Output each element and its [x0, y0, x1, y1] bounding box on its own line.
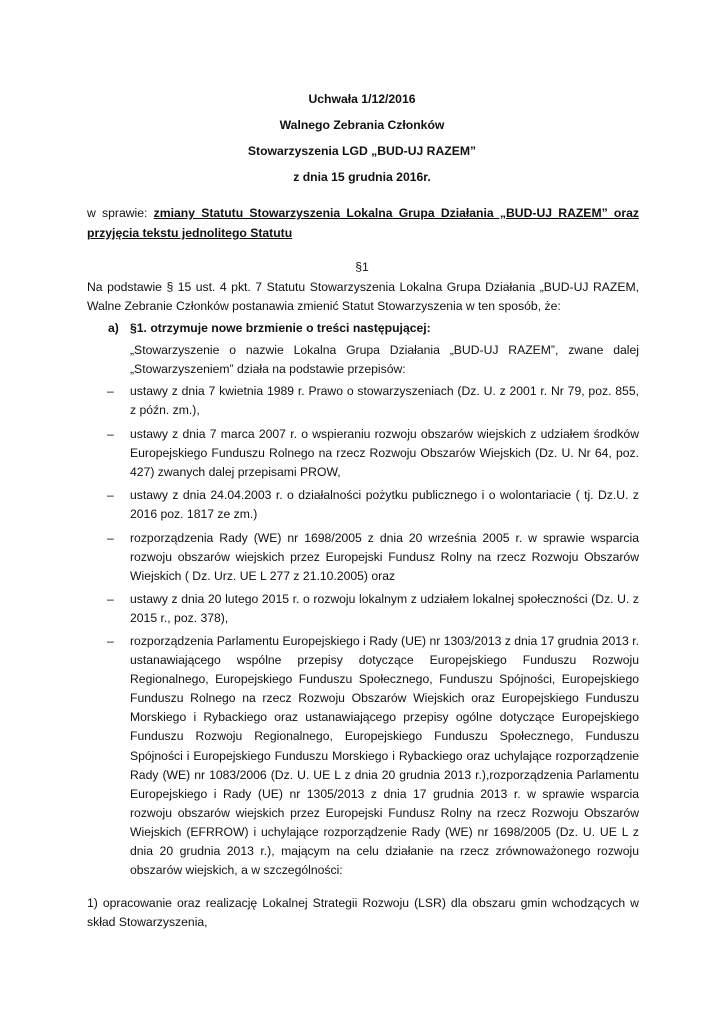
- section-intro: Na podstawie § 15 ust. 4 pkt. 7 Statutu Stowarzyszenia Lokalna Grupa Działania „BUD-UJ RAZEM, Walne Zebranie Członków postanawia zmienić Statut Stowarzyszenia w ten sposób, że:: [87, 280, 639, 313]
- subject-text: zmiany Statutu Stowarzyszenia Lokalna Grupa Działania „BUD-UJ RAZEM” oraz przyjęcia tekstu jednolitego Statutu: [87, 206, 639, 240]
- section-sign: §1: [355, 260, 369, 274]
- goal-item-1: 1) opracowanie oraz realizację Lokalnej Strategii Rozwoju (LSR) dla obszaru gmin wchodzących w skład Stowarzyszenia,: [87, 896, 639, 929]
- resolution-date: z dnia 15 grudnia 2016r.: [293, 170, 431, 184]
- resolution-title: [0, 86, 724, 190]
- dash-marker: –: [107, 531, 114, 545]
- statute-quote: „Stowarzyszenie o nazwie Lokalna Grupa Działania „BUD-UJ RAZEM”, zwane dalej „Stowarzyszeniem” działa na podstawie przepisów:: [130, 343, 639, 376]
- dash-marker: –: [107, 384, 114, 398]
- resolution-number: Uchwała 1/12/2016: [308, 92, 416, 106]
- dash-marker: –: [107, 427, 114, 441]
- assembly-name: Walnego Zebrania Członków: [279, 118, 445, 132]
- list-item-text: rozporządzenia Parlamentu Europejskiego i Rady (UE) nr 1303/2013 z dnia 17 grudnia 2013 r. ustanawiającego wspólne przepisy dotyczące Europejskiego Funduszu Rozwoju Regionalnego, Europejskiego Funduszu Społecznego, Funduszu Spójności, Europejskiego Funduszu Rolnego na rzecz Rozwoju Obszarów Wiejskich oraz Europejskiego Funduszu Morskiego i Rybackiego oraz ustanawiającego przepisy ogólne dotyczące Europejskiego Funduszu Rozwoju Regionalnego, Europejskiego Funduszu Społecznego, Funduszu Spójności i Europejskiego Funduszu Morskiego i Rybackiego oraz uchylające rozporządzenie Rady (WE) nr 1083/2006 (Dz. U. UE L z dnia 20 grudnia 2013 r.),rozporządzenia Parlamentu Europejskiego i Rady (UE) nr 1305/2013 z dnia 17 grudnia 2013 r. w sprawie wsparcia rozwoju obszarów wiejskich przez Europejski Fundusz Rolny na rzecz Rozwoju Obszarów Wiejskich (EFRROW) i uchylające rozporządzenie Rady (WE) nr 1698/2005 (Dz. U. UE L z dnia 20 grudnia 2013 r.), mającym na celu działanie na rzecz zrównoważonego rozwoju obszarów wiejskich, a w szczególności:: [130, 634, 639, 878]
- association-name: Stowarzyszenia LGD „BUD-UJ RAZEM”: [247, 144, 477, 158]
- list-item-text: rozporządzenia Rady (WE) nr 1698/2005 z dnia 20 września 2005 r. w sprawie wsparcia rozwoju obszarów wiejskich przez Europejski Fundusz Rolny na rzecz Rozwoju Obszarów Wiejskich ( Dz. Urz. UE L 277 z 21.10.2005) oraz: [130, 531, 639, 584]
- point-a: [108, 319, 431, 337]
- dash-marker: –: [107, 592, 114, 606]
- point-a-letter: a): [108, 321, 119, 335]
- subject-prefix: w sprawie:: [87, 206, 154, 220]
- list-item-text: ustawy z dnia 7 kwietnia 1989 r. Prawo o stowarzyszeniach (Dz. U. z 2001 r. Nr 79, poz. 855, z późn. zm.),: [130, 384, 639, 418]
- dash-marker: –: [107, 634, 114, 648]
- list-item-text: ustawy z dnia 7 marca 2007 r. o wspieraniu rozwoju obszarów wiejskich z udziałem środków Europejskiego Funduszu Rolnego na rzecz Rozwoju Obszarów Wiejskich (Dz. U. Nr 64, poz. 427) zwanych dalej przepisami PROW,: [130, 427, 639, 480]
- dash-marker: –: [107, 488, 114, 502]
- point-a-text: §1. otrzymuje nowe brzmienie o treści następującej:: [130, 321, 431, 335]
- list-item-text: ustawy z dnia 20 lutego 2015 r. o rozwoju lokalnym z udziałem lokalnej społeczności (Dz. U. z 2015 r., poz. 378),: [130, 592, 639, 626]
- list-item-text: ustawy z dnia 24.04.2003 r. o działalności pożytku publicznego i o wolontariacie ( tj. Dz.U. z 2016 poz. 1817 ze zm.): [130, 488, 639, 522]
- resolution-subject: [87, 203, 639, 243]
